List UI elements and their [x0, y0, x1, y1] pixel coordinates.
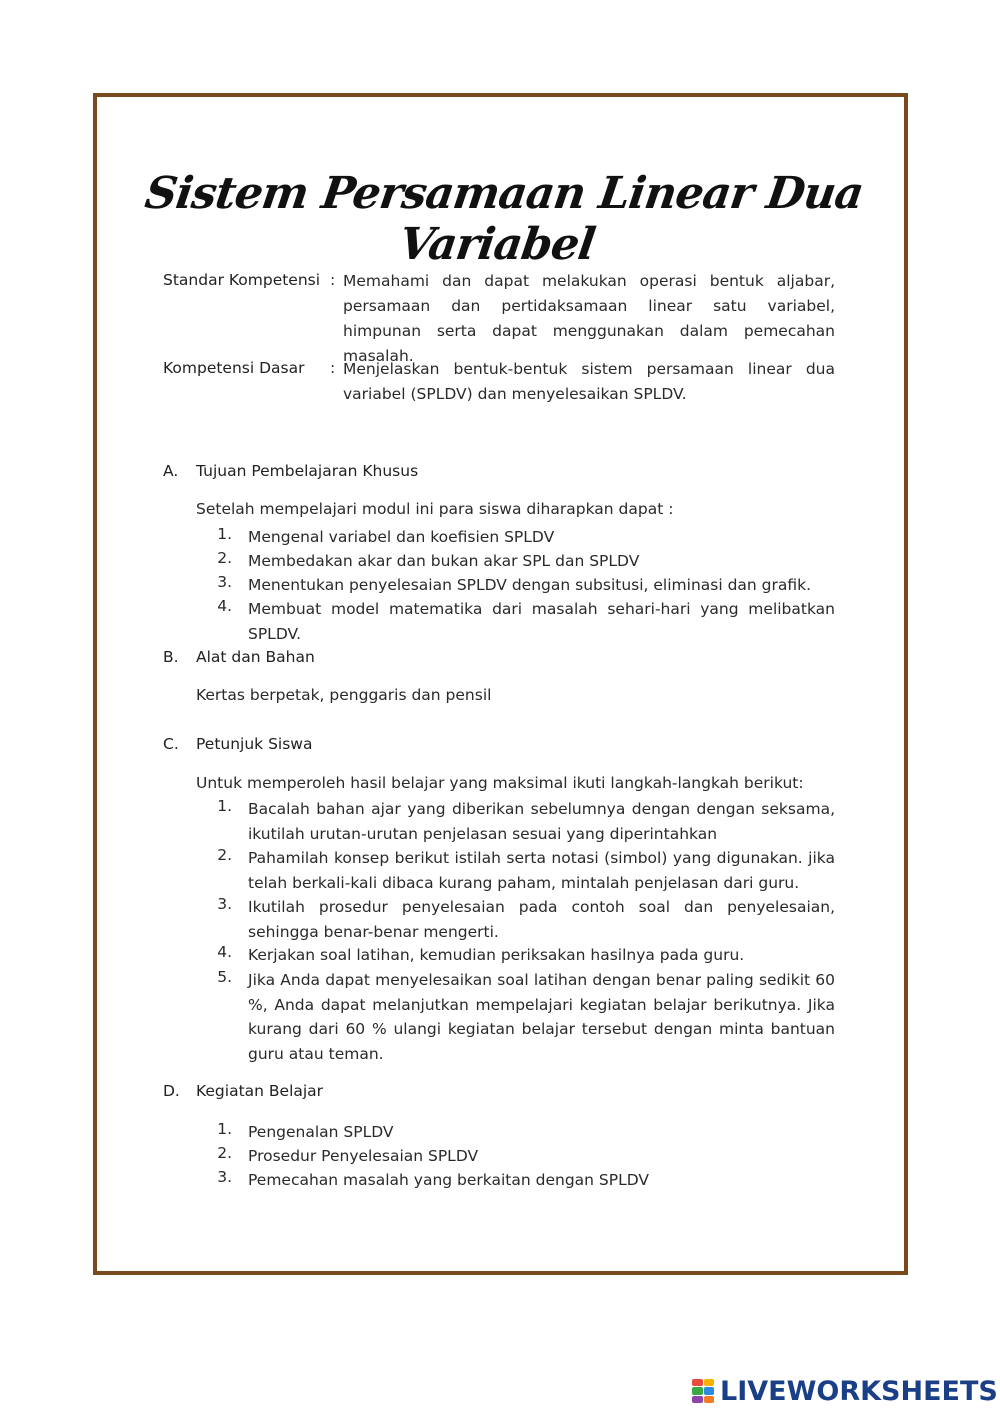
kompetensi-dasar-text: Menjelaskan bentuk-bentuk sistem persamaan linear dua variabel (SPLDV) dan menyelesaikan SPLDV.	[343, 360, 835, 403]
section-c-letter: C.	[163, 735, 179, 753]
list-item-number: 1.	[217, 1120, 232, 1138]
list-item-number: 2.	[217, 1144, 232, 1162]
list-item-number: 3.	[217, 573, 232, 591]
list-item-number: 2.	[217, 549, 232, 567]
standar-colon: :	[330, 271, 336, 289]
list-item: Bacalah bahan ajar yang diberikan sebelumnya dengan dengan seksama, ikutilah urutan-urutan penjelasan sesuai yang diperintahkan	[248, 800, 835, 843]
list-item-number: 1.	[217, 797, 232, 815]
list-item-number: 1.	[217, 525, 232, 543]
section-b-text: Kertas berpetak, penggaris dan pensil	[196, 686, 492, 704]
list-item-number: 4.	[217, 597, 232, 615]
list-item: Prosedur Penyelesaian SPLDV	[248, 1147, 479, 1165]
dasar-colon: :	[330, 359, 336, 377]
list-item: Ikutilah prosedur penyelesaian pada contoh soal dan penyelesaian, sehingga benar-benar mengerti.	[248, 898, 835, 941]
list-item-number: 5.	[217, 968, 232, 986]
page-title: Sistem Persamaan Linear Dua Variabel	[141, 168, 867, 270]
list-item: Mengenal variabel dan koefisien SPLDV	[248, 528, 555, 546]
section-a-title: Tujuan Pembelajaran Khusus	[196, 462, 419, 480]
liveworksheets-logo[interactable]	[692, 1374, 998, 1408]
list-item: Jika Anda dapat menyelesaikan soal latihan dengan benar paling sedikit 60 %, Anda dapat melanjutkan mempelajari kegiatan belajar berikutnya. Jika kurang dari 60 % ulangi kegiatan belajar tersebut dengan minta bantuan guru atau teman.	[248, 971, 835, 1063]
list-item: Kerjakan soal latihan, kemudian periksakan hasilnya pada guru.	[248, 946, 745, 964]
list-item: Pemecahan masalah yang berkaitan dengan SPLDV	[248, 1171, 650, 1189]
list-item: Membuat model matematika dari masalah sehari-hari yang melibatkan SPLDV.	[248, 600, 835, 643]
section-c-intro: Untuk memperoleh hasil belajar yang maksimal ikuti langkah-langkah berikut:	[196, 774, 804, 792]
section-d-letter: D.	[163, 1082, 180, 1100]
section-b-letter: B.	[163, 648, 179, 666]
list-item-number: 3.	[217, 1168, 232, 1186]
liveworksheets-logo-icon	[692, 1379, 714, 1403]
liveworksheets-logo-text: LIVEWORKSHEETS	[720, 1375, 998, 1407]
list-item: Membedakan akar dan bukan akar SPL dan SPLDV	[248, 552, 640, 570]
section-d-title: Kegiatan Belajar	[196, 1082, 324, 1100]
list-item: Pengenalan SPLDV	[248, 1123, 394, 1141]
section-c-title: Petunjuk Siswa	[196, 735, 313, 753]
section-a-letter: A.	[163, 462, 179, 480]
standar-kompetensi-label: Standar Kompetensi	[163, 271, 321, 289]
list-item: Pahamilah konsep berikut istilah serta notasi (simbol) yang digunakan. jika telah berkali-kali dibaca kurang paham, mintalah penjelasan dari guru.	[248, 849, 835, 892]
list-item-number: 3.	[217, 895, 232, 913]
list-item: Menentukan penyelesaian SPLDV dengan subsitusi, eliminasi dan grafik.	[248, 576, 812, 594]
section-b-title: Alat dan Bahan	[196, 648, 315, 666]
standar-kompetensi-text: Memahami dan dapat melakukan operasi bentuk aljabar, persamaan dan pertidaksamaan linear satu variabel, himpunan serta dapat menggunakan dalam pemecahan masalah.	[343, 272, 835, 365]
kompetensi-dasar-label: Kompetensi Dasar	[163, 359, 305, 377]
list-item-number: 2.	[217, 846, 232, 864]
section-a-intro: Setelah mempelajari modul ini para siswa diharapkan dapat :	[196, 500, 674, 518]
list-item-number: 4.	[217, 943, 232, 961]
